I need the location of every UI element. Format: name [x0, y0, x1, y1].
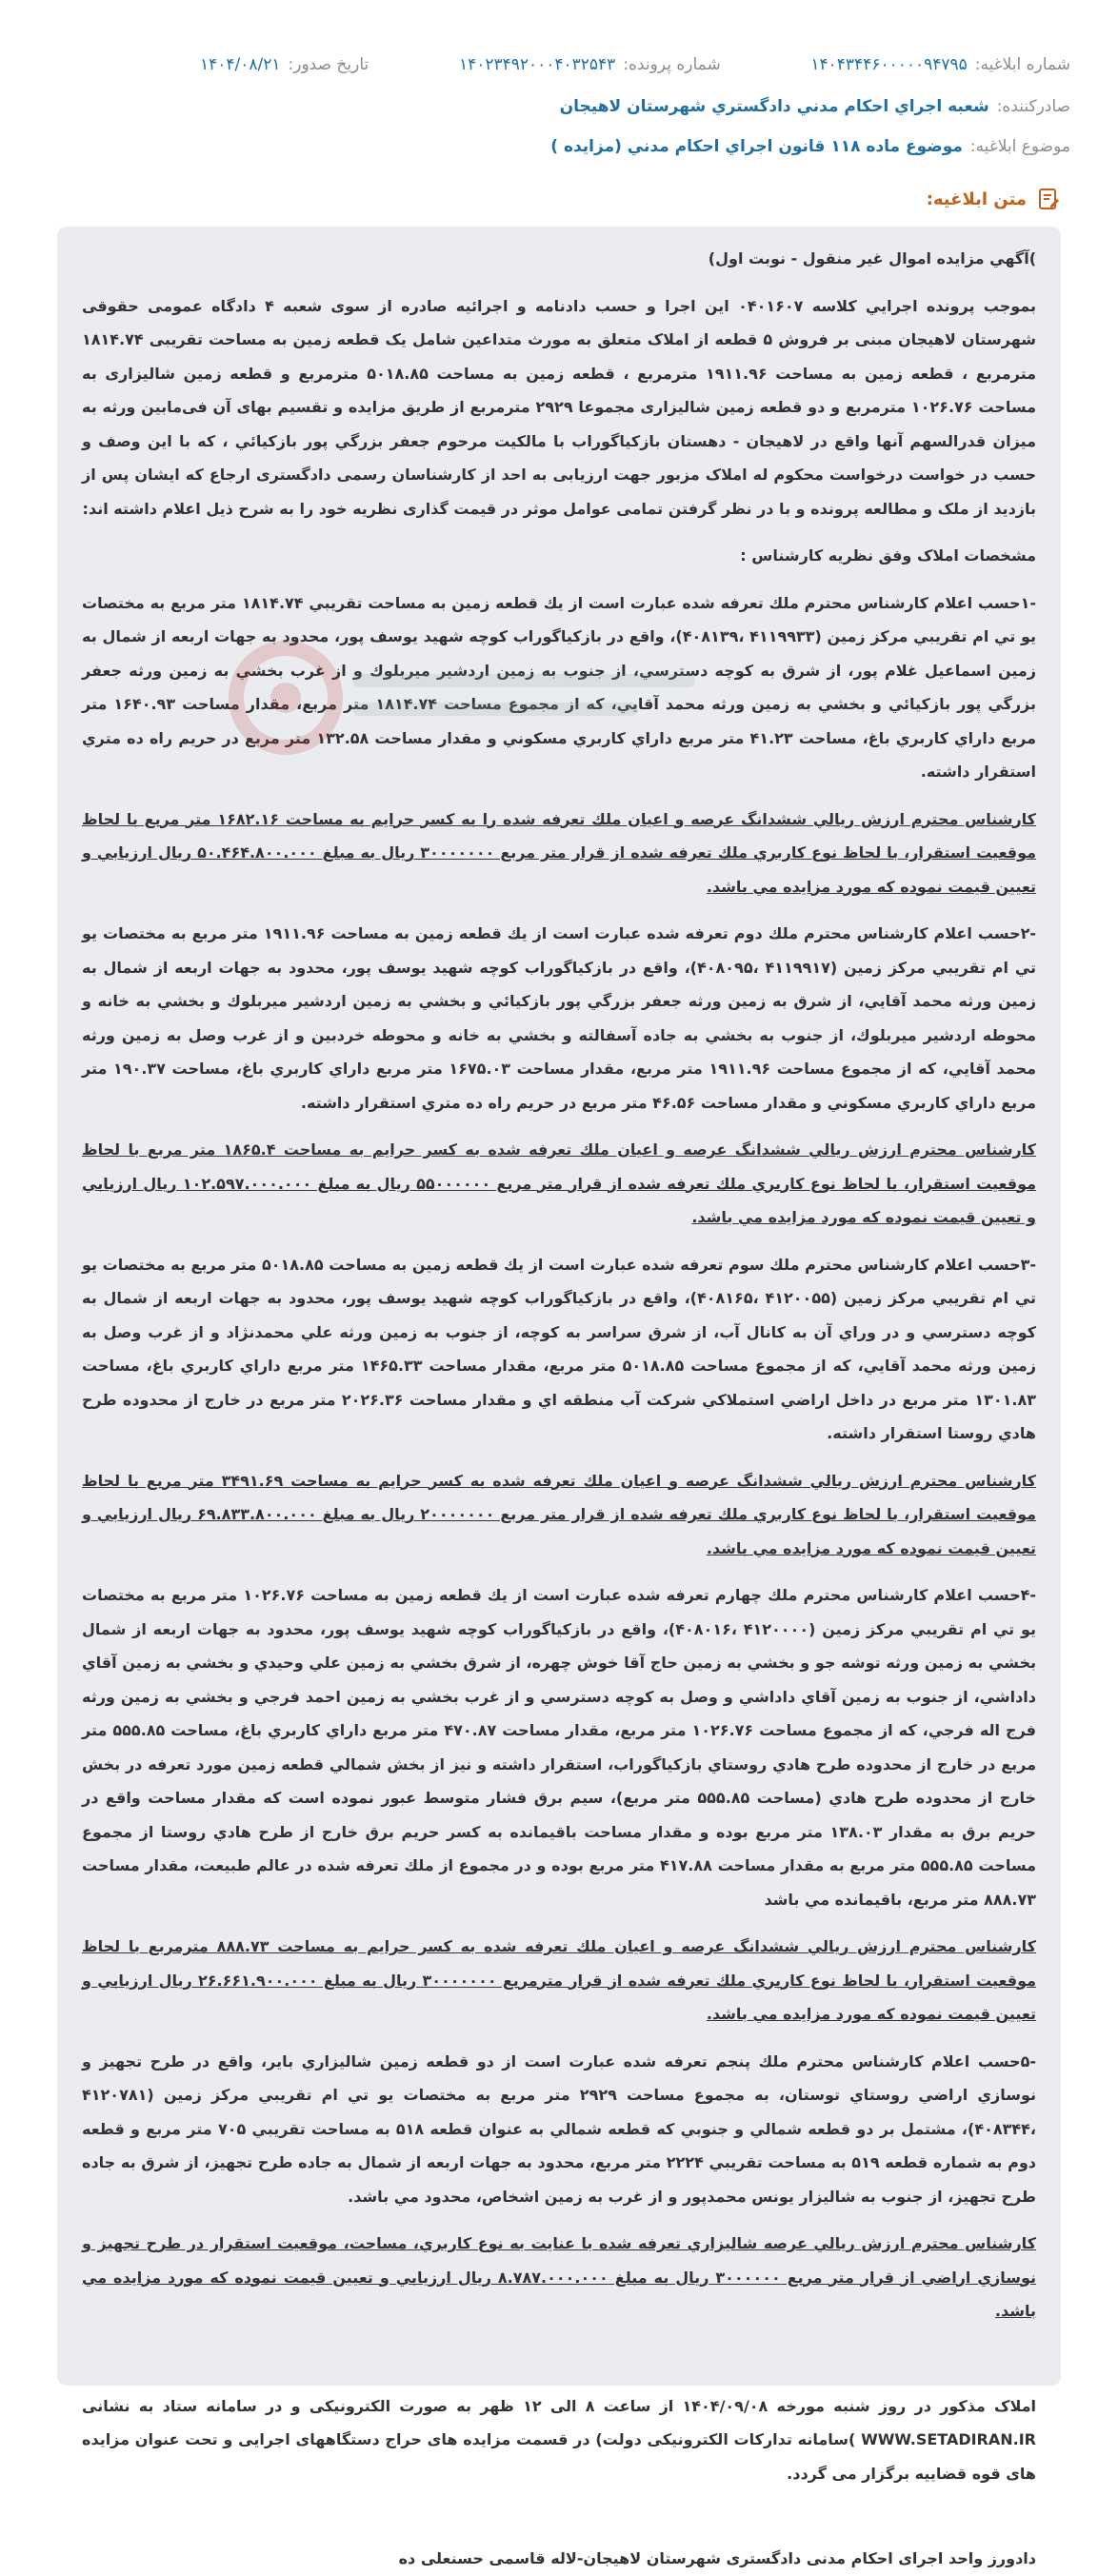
notice-text-heading — [927, 187, 1061, 211]
subject-label: موضوع ابلاغيه: — [969, 137, 1070, 156]
property-3-description: -۳حسب اعلام كارشناس محترم ملك سوم تعرفه شده عبارت است از يك قطعه زمين به مساحت ۵۰۱۸.۸۵ متر مربع به مختصات يو تي ام تقريبي مركز زمين (۴۱۲۰۰۵۵ ،۴۰۸۱۶۵)، واقع در بازكياگوراب كوچه شهيد يوسف پور، محدود به جهات اربعه از شمال به كوچه دسترسي و در وراي آن به كانال آب، از شرق سراسر به كوچه، از جنوب به زمين ورثه علي محمدنژاد و از غرب وصل به زمين ورثه محمد آقايي، كه از مجموع مساحت ۵۰۱۸.۸۵ متر مربع، مقدار مساحت ۱۴۶۵.۳۳ متر مربع داراي كاربري باغ، مساحت ۱۳۰۱.۸۳ متر مربع در داخل اراضي استملاكي شركت آب منطقه اي و مقدار مساحت ۲۰۲۶.۳۶ متر مربع در خارج از محدوده طرح هادي روستا استقرار داشته. — [82, 1255, 1037, 1442]
issue-date-cell — [200, 55, 369, 74]
issue-date: ۱۴۰۴/۰۸/۲۱ — [200, 55, 281, 74]
property-5-valuation: كارشناس محترم ارزش ريالي عرصه شاليزاري تعرفه شده با عنايت به نوع كاربري، مساحت، موقعيت استقرار در طرح تجهيز و نوسازي اراضي از قرار متر مربع ۳۰۰۰۰۰۰ ريال به مبلغ ۸.۷۸۷.۰۰۰.۰۰۰ ريال ارزيابي و تعيين قيمت نموده كه مورد مزايده مي باشد. — [82, 2234, 1037, 2320]
issuer: شعبه اجراي احكام مدني دادگستري شهرستان لاهيجان — [559, 97, 989, 116]
property-1-description: -۱حسب اعلام كارشناس محترم ملك تعرفه شده عبارت است از يك قطعه زمين به مساحت تقريبي ۱۸۱۴.۷۴ متر مربع به مختصات يو تي ام تقريبي مركز زمين (۴۱۱۹۹۳۳ ،۴۰۸۱۳۹)، واقع در بازكياگوراب كوچه شهيد يوسف پور، محدود به جهات اربعه از شمال به زمين اسماعيل غلام پور، از شرق به كوچه دسترسي، از جنوب به زمين اردشير ميربلوك و از غرب بخشي به زمين ورثه جعفر بزرگي پور بازكيائي و بخشي به زمين ورثه محمد آقايي، كه از مجموع مساحت ۱۸۱۴.۷۴ متر مربع، مقدار مساحت ۱۶۴۰.۹۳ متر مربع داراي كاربري باغ، مساحت ۴۱.۲۳ متر مربع داراي كاربري مسكوني و مقدار مساحت ۱۳۲.۵۸ متر مربع در حريم راه ده متري استقرار داشته. — [82, 593, 1037, 781]
property-3-valuation: كارشناس محترم ارزش ريالي ششدانگ عرصه و اعيان ملك تعرفه شده به كسر حرايم به مساحت ۳۴۹۱.۶۹ متر مربع با لحاظ موقعيت استقرار، با لحاظ نوع كاربري ملك تعرفه شده از قرار متر مربع ۲۰۰۰۰۰۰۰ ريال به مبلغ ۶۹.۸۳۳.۸۰۰.۰۰۰ ريال ارزيابي و تعيين قيمت نموده كه مورد مزايده مي باشد. — [82, 1471, 1037, 1557]
signature-line: دادورز واحد اجرای احكام مدنی دادگستری شهرستان لاهيجان-لاله قاسمی حسنعلی ده — [398, 2549, 1036, 2567]
meta-row-issuer — [48, 88, 1070, 126]
notice-text-title: متن ابلاغيه: — [926, 188, 1027, 209]
meta-row-subject — [48, 128, 1070, 166]
document-edit-icon — [1036, 187, 1061, 211]
property-1-valuation: كارشناس محترم ارزش ريالي ششدانگ عرصه و اعيان ملك تعرفه شده را به كسر حرايم به مساحت ۱۶۸۲.۱۶ متر مربع با لحاظ موقعيت استقرار، با لحاظ نوع كاربري ملك تعرفه شده از قرار متر مربع ۳۰۰۰۰۰۰۰ ريال به مبلغ ۵۰.۴۶۴.۸۰۰.۰۰۰ ريال ارزيابي و تعيين قيمت نموده كه مورد مزايده مي باشد. — [82, 809, 1037, 896]
meta-row-numbers — [48, 46, 1070, 84]
auction-details: املاک مذكور در روز شنبه مورخه ۱۴۰۴/۰۹/۰۸ از ساعت ۸ الی ۱۲ ظهر به صورت الكترونيكی و در سامانه ستاد به نشانی WWW.SETADIRAN.IR )سامانه تداركات الكترونيكی دولت) در قسمت مزايده های حراج دستگاههای اجرايی و تحت عنوان مزايده های قوه قضاييه برگزار می گردد. — [82, 2396, 1036, 2483]
notice-number-cell — [810, 55, 1070, 74]
issuer-label: صادرکننده: — [996, 97, 1070, 116]
property-2-valuation: كارشناس محترم ارزش ريالي ششدانگ عرصه و اعيان ملك تعرفه شده به كسر حرايم به مساحت ۱۸۶۵.۴ متر مربع با لحاظ موقعيت استقرار، با لحاظ نوع كاربري ملك تعرفه شده از قرار متر مربع ۵۵۰۰۰۰۰۰ ريال به مبلغ ۱۰۲.۵۹۷.۰۰۰.۰۰۰ ريال ارزيابي و تعيين قيمت نموده كه مورد مزايده مي باشد. — [82, 1140, 1037, 1226]
subject: موضوع ماده ۱۱۸ قانون اجراي احکام مدني (مزايده ) — [550, 137, 963, 156]
property-5-description: -۵حسب اعلام كارشناس محترم ملك پنجم تعرفه شده عبارت است از دو قطعه زمين شاليزاري باير، واقع در طرح تجهيز و نوسازي اراضي روستاي توستان، به مجموع مساحت ۲۹۲۹ متر مربع به مختصات يو تي ام تقريبي مركز زمين (۴۱۲۰۷۸۱ ،۴۰۸۳۴۴)، مشتمل بر دو قطعه شمالي و جنوبي كه قطعه شمالي به عنوان قطعه ۵۱۸ به مساحت تقريبي ۷۰۵ متر مربع و قطعه دوم به شماره قطعه ۵۱۹ به مساحت تقريبي ۲۲۲۴ متر مربع، محدود به جهات اربعه از شمال به جاده طرح تجهيز، از شرق به جاده طرح تجهيز، از جنوب به شاليزار يونس محمدپور و از غرب به زمين اشخاص، محدود مي باشد. — [82, 2051, 1036, 2206]
properties-subheading: مشخصات املاک وفق نظريه كارشناس : — [740, 546, 1036, 565]
property-4-description: -۴حسب اعلام كارشناس محترم ملك چهارم تعرفه شده عبارت است از يك قطعه زمين به مساحت ۱۰۲۶.۷۶ متر مربع به مختصات يو تي ام تقريبي مركز زمين (۴۱۲۰۰۰۰ ،۴۰۸۰۱۶)، واقع در بازكياگوراب كوچه شهيد يوسف پور، محدود به جهات اربعه از شمال بخشي به زمين ورثه توشه جو و بخشي به زمين حاج آقا خوش چهره، از شرق بخشي به زمين علي وحيدي و بخشي به زمين آقاي داداشي، از جنوب به زمين آقاي داداشي و وصل به كوچه دسترسي و از غرب بخشي به زمين احمد فرجي و بخشي به زمين ورثه فرج اله فرجي، كه از مجموع مساحت ۱۰۲۶.۷۶ متر مربع، مقدار مساحت ۴۷۰.۸۷ متر مربع داراي كاربري باغ، مساحت ۵۵۵.۸۵ متر مربع در خارج از محدوده طرح هادي روستاي بازكياگوراب، استقرار داشته و نيز از بخش شمالي قطعه زمين مورد تعرفه در بخش خارج از محدوده طرح هادي (مساحت ۵۵۵.۸۵ متر مربع)، سيم برق فشار متوسط عبور نموده است كه مقدار مساحت واقع در حريم برق به مقدار ۱۳۸.۰۳ متر مربع بوده و مقدار مساحت باقيمانده به كسر حريم برق خارج از طرح هادي روستا از مجموع مساحت ۵۵۵.۸۵ متر مربع به مقدار مساحت ۴۱۷.۸۸ متر مربع بوده و در مجموع از ملك تعرفه شده در عالم طبيعت، مقدار مساحت ۸۸۸.۷۳ متر مربع، باقيمانده مي باشد — [82, 1586, 1037, 1909]
intro-paragraph: بموجب پرونده اجرايي كلاسه ۰۴۰۱۶۰۷ اين اجرا و حسب دادنامه و اجرائيه صادره از سوی شعبه ۴ دادگاه عمومی حقوقی شهرستان لاهيجان مبنی بر فروش ۵ قطعه از املاک متعلق به مورث متداعين شامل يک قطعه زمين به مساحت تقريبی ۱۸۱۴.۷۴ مترمربع ، قطعه زمين به مساحت ۱۹۱۱.۹۶ مترمربع ، قطعه زمين به مساحت ۵۰۱۸.۸۵ مترمربع و قطعه زمين شاليزاری به مساحت ۱۰۲۶.۷۶ مترمربع و دو قطعه زمين شاليزاری مجموعا ۲۹۲۹ مترمربع از طريق مزايده و تقسيم بهای آن فی‌مابين ورثه به ميزان قدرالسهم آنها واقع در لاهيجان - دهستان بازكياگوراب با مالكيت مرحوم جعفر بزرگي پور بازكيائي ، كه با اين وصف و حسب در خواست درخواست محكوم له املاک مزبور جهت ارزيابی به احد از كارشناسان رسمی دادگستری ارجاع كه ايشان پس از بازديد از ملک و مطالعه پرونده و با در نظر گرفتن تمامی عوامل موثر در قيمت گذاری نظريه خود را به شرح ذيل اعلام داشته اند: — [82, 296, 1037, 518]
issue-date-label: تاريخ صدور: — [288, 55, 369, 74]
case-number-cell — [459, 55, 721, 74]
notice-title: )آگهي مزايده اموال غير منقول - نوبت اول) — [708, 249, 1036, 268]
notice-number: ۱۴۰۴۳۴۴۶۰۰۰۰۰۹۴۷۹۵ — [810, 55, 968, 74]
property-4-valuation: كارشناس محترم ارزش ريالي ششدانگ عرصه و اعيان ملك تعرفه شده به كسر حرايم به مساحت ۸۸۸.۷۳ مترمربع با لحاظ موقعيت استقرار، با لحاظ نوع كاربري ملك تعرفه شده از قرار مترمربع ۳۰۰۰۰۰۰۰ ريال به مبلغ ۲۶.۶۶۱.۹۰۰.۰۰۰ ريال ارزيابي و تعيين قيمت نموده كه مورد مزايده مي باشد. — [82, 1937, 1037, 2023]
property-2-description: -۲حسب اعلام كارشناس محترم ملك دوم تعرفه شده عبارت است از يك قطعه زمين به مساحت ۱۹۱۱.۹۶ متر مربع به مختصات يو تي ام تقريبي مركز زمين (۴۱۱۹۹۱۷ ،۴۰۸۰۹۵)، واقع در بازكياگوراب كوچه شهيد يوسف پور، محدود به جهات اربعه از شمال به زمين ورثه محمد آقايي، از شرق به زمين ورثه جعفر بزرگي پور بازكيائي و بخشي به زمين اردشير ميربلوك و بخشي به خانه و محوطه اردشير ميربلوك، از جنوب به بخشي به جاده آسفالته و بخشي به خانه و محوطه خردبين و از غرب وصل به زمين ورثه محمد آقايي، كه از مجموع مساحت ۱۹۱۱.۹۶ متر مربع، مقدار مساحت ۱۶۷۵.۰۳ متر مربع داراي كاربري باغ، مساحت ۱۹۰.۳۷ متر مربع داراي كاربري مسكوني و مقدار مساحت ۴۶.۵۶ متر مربع در حريم راه ده متري استقرار داشته. — [82, 924, 1037, 1112]
case-number: ۱۴۰۲۳۴۹۲۰۰۰۴۰۳۲۵۴۳ — [458, 55, 616, 74]
notice-number-label: شماره ابلاغيه: — [974, 55, 1070, 74]
case-number-label: شماره پرونده: — [623, 55, 721, 74]
notice-content — [57, 227, 1061, 2567]
